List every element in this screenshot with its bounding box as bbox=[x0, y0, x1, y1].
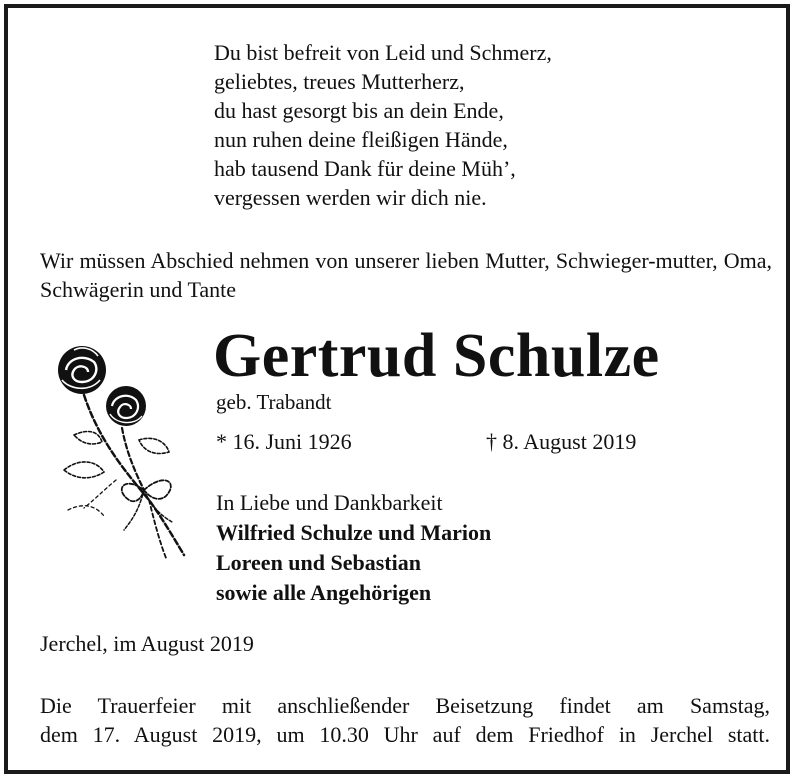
mourner-name: Loreen und Sebastian bbox=[216, 550, 421, 575]
dedication-line: In Liebe und Dankbarkeit bbox=[216, 490, 443, 515]
funeral-line: dem 17. August 2019, um 10.30 Uhr auf dem Friedhof in Jerchel statt. bbox=[40, 722, 770, 747]
funeral-info bbox=[40, 691, 770, 749]
mourner-name: sowie alle Angehörigen bbox=[216, 580, 432, 605]
poem-line: vergessen werden wir dich nie. bbox=[214, 185, 487, 210]
mourner-name: Wilfried Schulze und Marion bbox=[216, 520, 492, 545]
funeral-line: Die Trauerfeier mit anschließender Beisetzung findet am Samstag, bbox=[40, 693, 770, 718]
memorial-poem bbox=[214, 38, 552, 212]
poem-line: geliebtes, treues Mutterherz, bbox=[214, 69, 465, 94]
birth-name: geb. Trabandt bbox=[216, 390, 332, 414]
mourners-block bbox=[216, 488, 491, 608]
poem-line: nun ruhen deine fleißigen Hände, bbox=[214, 127, 508, 152]
poem-line: du hast gesorgt bis an dein Ende, bbox=[214, 98, 504, 123]
death-date: † 8. August 2019 bbox=[486, 429, 637, 454]
rose-icon bbox=[44, 340, 194, 565]
obituary-notice bbox=[4, 4, 790, 774]
place-date: Jerchel, im August 2019 bbox=[40, 631, 254, 656]
intro-text: Wir müssen Abschied nehmen von unserer lieben Mutter, Schwieger-mutter, Oma, Schwägerin und Tante bbox=[40, 248, 772, 302]
poem-line: hab tausend Dank für deine Müh’, bbox=[214, 156, 516, 181]
birth-date: * 16. Juni 1926 bbox=[216, 429, 352, 454]
deceased-name: Gertrud Schulze bbox=[213, 322, 660, 390]
poem-line: Du bist befreit von Leid und Schmerz, bbox=[214, 40, 552, 65]
